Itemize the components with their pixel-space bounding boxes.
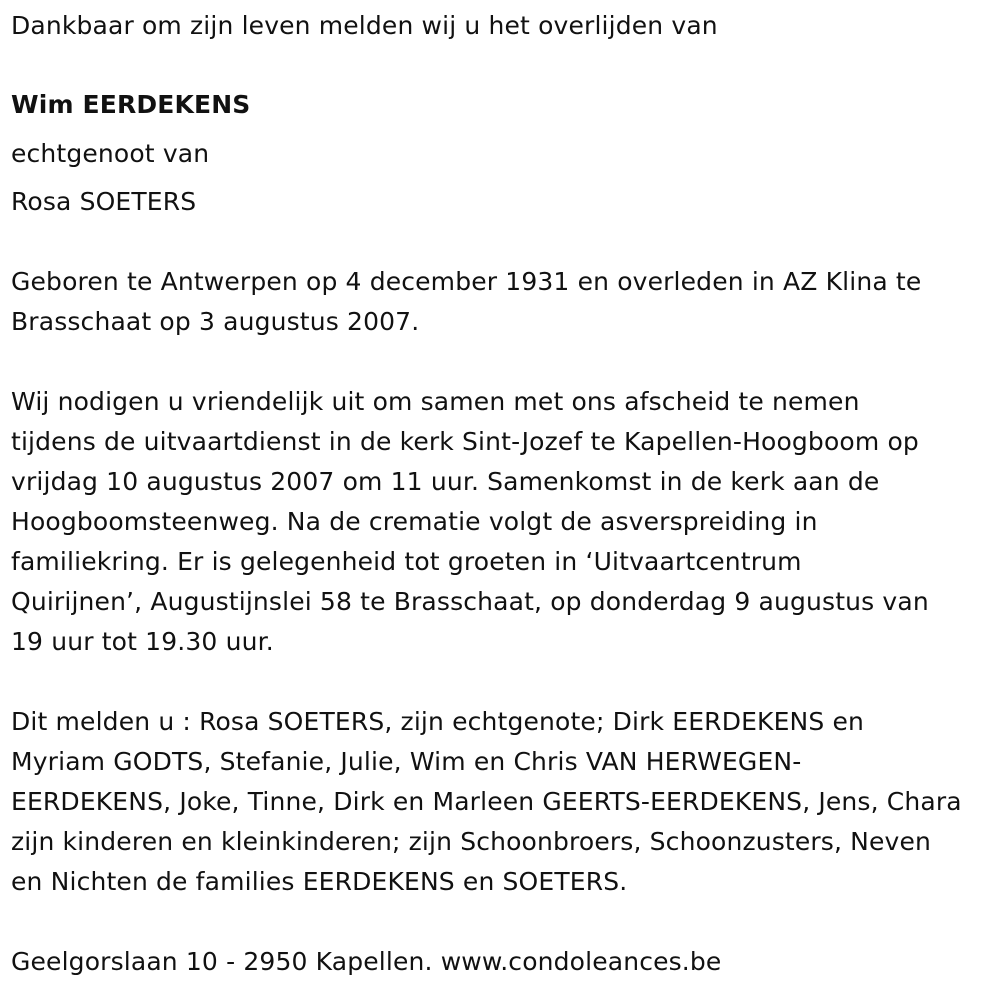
paragraph-line: Brasschaat op 3 augustus 2007.: [11, 307, 420, 336]
paragraph-line: EERDEKENS, Joke, Tinne, Dirk en Marleen GEERTS-EERDEKENS, Jens, Chara: [11, 787, 962, 816]
paragraph-line: 19 uur tot 19.30 uur.: [11, 627, 274, 656]
paragraph-line: en Nichten de families EERDEKENS en SOETERS.: [11, 867, 628, 896]
spouse-label: echtgenoot van: [11, 139, 210, 168]
paragraph-line: Hoogboomsteenweg. Na de crematie volgt de asverspreiding in: [11, 507, 818, 536]
paragraph-line: Geboren te Antwerpen op 4 december 1931 en overleden in AZ Klina te: [11, 267, 922, 296]
address-paragraph: [11, 942, 721, 982]
paragraph-line: vrijdag 10 augustus 2007 om 11 uur. Samenkomst in de kerk aan de: [11, 467, 880, 496]
paragraph-line: Myriam GODTS, Stefanie, Julie, Wim en Chris VAN HERWEGEN-: [11, 747, 802, 776]
deceased-name: Wim EERDEKENS: [11, 90, 251, 119]
paragraph-line: tijdens de uitvaartdienst in de kerk Sint-Jozef te Kapellen-Hoogboom op: [11, 427, 919, 456]
paragraph-line: familiekring. Er is gelegenheid tot groeten in ‘Uitvaartcentrum: [11, 547, 802, 576]
address-line: Geelgorslaan 10 - 2950 Kapellen. www.condoleances.be: [11, 947, 722, 976]
paragraph-line: Wij nodigen u vriendelijk uit om samen met ons afscheid te nemen: [11, 387, 860, 416]
paragraph-line: zijn kinderen en kleinkinderen; zijn Schoonbroers, Schoonzusters, Neven: [11, 827, 932, 856]
funeral-paragraph: [11, 382, 929, 662]
intro-text: Dankbaar om zijn leven melden wij u het overlijden van: [11, 11, 718, 40]
spouse-name: Rosa SOETERS: [11, 187, 197, 216]
paragraph-line: Dit melden u : Rosa SOETERS, zijn echtgenote; Dirk EERDEKENS en: [11, 707, 865, 736]
paragraph-line: Quirijnen’, Augustijnslei 58 te Brasschaat, op donderdag 9 augustus van: [11, 587, 929, 616]
family-paragraph: [11, 702, 962, 902]
birth-death-paragraph: [11, 262, 921, 342]
